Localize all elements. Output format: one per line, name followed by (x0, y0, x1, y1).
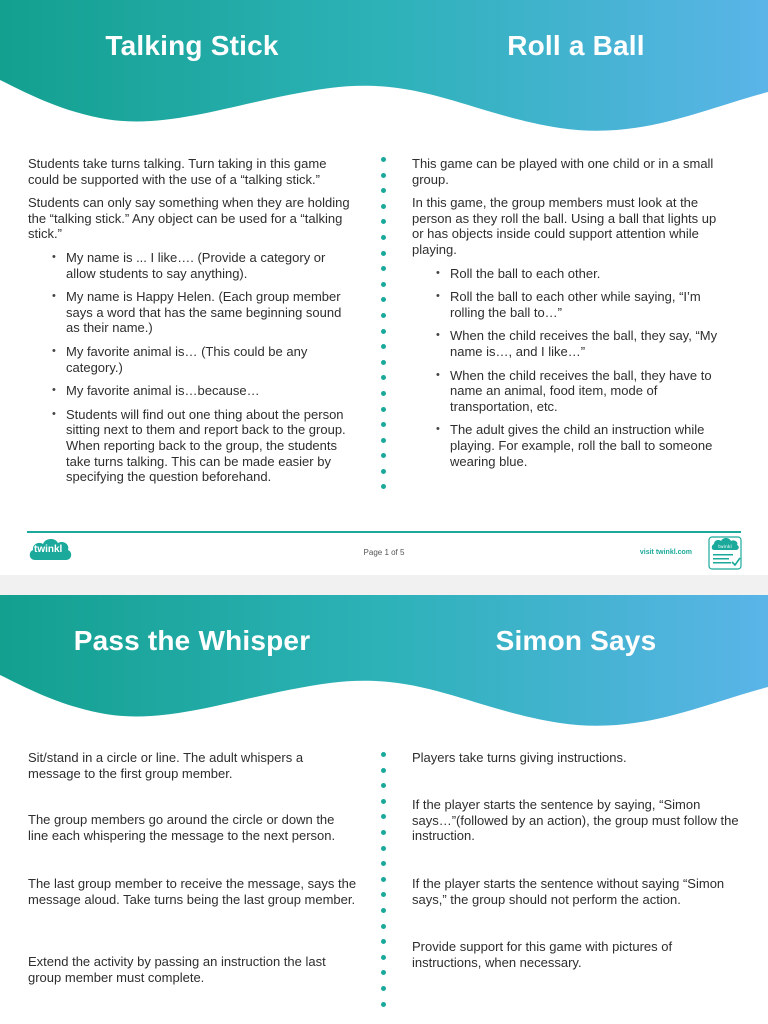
list-item: • My name is Happy Helen. (Each group member says a word that has the same beginning sound as their name.) (66, 289, 358, 336)
paragraph: Students can only say something when they are holding the “talking stick.” Any object can be used for a “talking stick.” (28, 195, 350, 242)
paragraph: The last group member to receive the message, says the message aloud. Take turns being the last group member. (28, 876, 357, 907)
paragraph: Players take turns giving instructions. (412, 750, 627, 765)
list-item: • Students will find out one thing about the person sitting next to them and report back to the group. When reporting back to the group, the students take turns talking. This can be made easier by specifying the question beforehand. (66, 407, 358, 485)
banner-wave (0, 595, 768, 745)
header-banner (0, 0, 768, 150)
list-item: • When the child receives the ball, they say, “My name is…, and I like…” (450, 328, 724, 359)
dotted-divider (381, 752, 387, 1017)
paragraph: Provide support for this game with pictures of instructions, when necessary. (412, 939, 673, 970)
list-item: • My favorite animal is… (This could be any category.) (66, 344, 358, 375)
simon-says-column (412, 750, 742, 1010)
section-title-talking-stick: Talking Stick (105, 30, 279, 61)
badge-text: twinkl (718, 545, 732, 550)
bullet-list (28, 250, 358, 485)
page-footer (0, 536, 768, 576)
logo-text: twinkl (34, 544, 63, 555)
list-item: • My favorite animal is…because… (66, 383, 358, 399)
paragraph: This game can be played with one child or in a small group. (412, 156, 714, 187)
talking-stick-column (28, 156, 358, 493)
section-title-simon-says: Simon Says (495, 625, 657, 656)
paragraph: Extend the activity by passing an instruction the last group member must complete. (28, 954, 326, 985)
quality-badge-icon (708, 536, 742, 570)
header-banner (0, 595, 768, 745)
banner-wave (0, 0, 768, 150)
paragraph: Students take turns talking. Turn taking in this game could be supported with the use of a “talking stick.” (28, 156, 327, 187)
list-item: • When the child receives the ball, they have to name an animal, food item, mode of transportation, etc. (450, 368, 724, 415)
page-gap (0, 575, 768, 595)
footer-divider (27, 531, 741, 533)
page-2 (0, 595, 768, 1024)
section-title-roll-a-ball: Roll a Ball (507, 30, 645, 61)
paragraph: If the player starts the sentence by saying, “Simon says…”(followed by an action), the group must follow the instruction. (412, 797, 739, 844)
paragraph: Sit/stand in a circle or line. The adult whispers a message to the first group member. (28, 750, 304, 781)
bullet-list (412, 266, 724, 470)
page-number: Page 1 of 5 (363, 548, 405, 557)
paragraph: In this game, the group members must look at the person as they roll the ball. Using a ball that lights up or has objects inside could support attention while playing. (412, 195, 717, 257)
roll-a-ball-column (412, 156, 724, 477)
paragraph: The group members go around the circle or down the line each whispering the message to the next person. (28, 812, 336, 843)
list-item: • My name is ... I like…. (Provide a category or allow students to say anything). (66, 250, 358, 281)
dotted-divider (381, 157, 387, 500)
list-item: • Roll the ball to each other. (450, 266, 724, 282)
list-item: • Roll the ball to each other while saying, “I’m rolling the ball to…” (450, 289, 724, 320)
pass-the-whisper-column (28, 750, 358, 1010)
list-item: • The adult gives the child an instruction while playing. For example, roll the ball to someone wearing blue. (450, 422, 724, 469)
section-title-pass-the-whisper: Pass the Whisper (73, 625, 311, 656)
paragraph: If the player starts the sentence without saying “Simon says,” the group should not perform the action. (412, 876, 725, 907)
visit-link[interactable]: visit twinkl.com (639, 549, 692, 556)
